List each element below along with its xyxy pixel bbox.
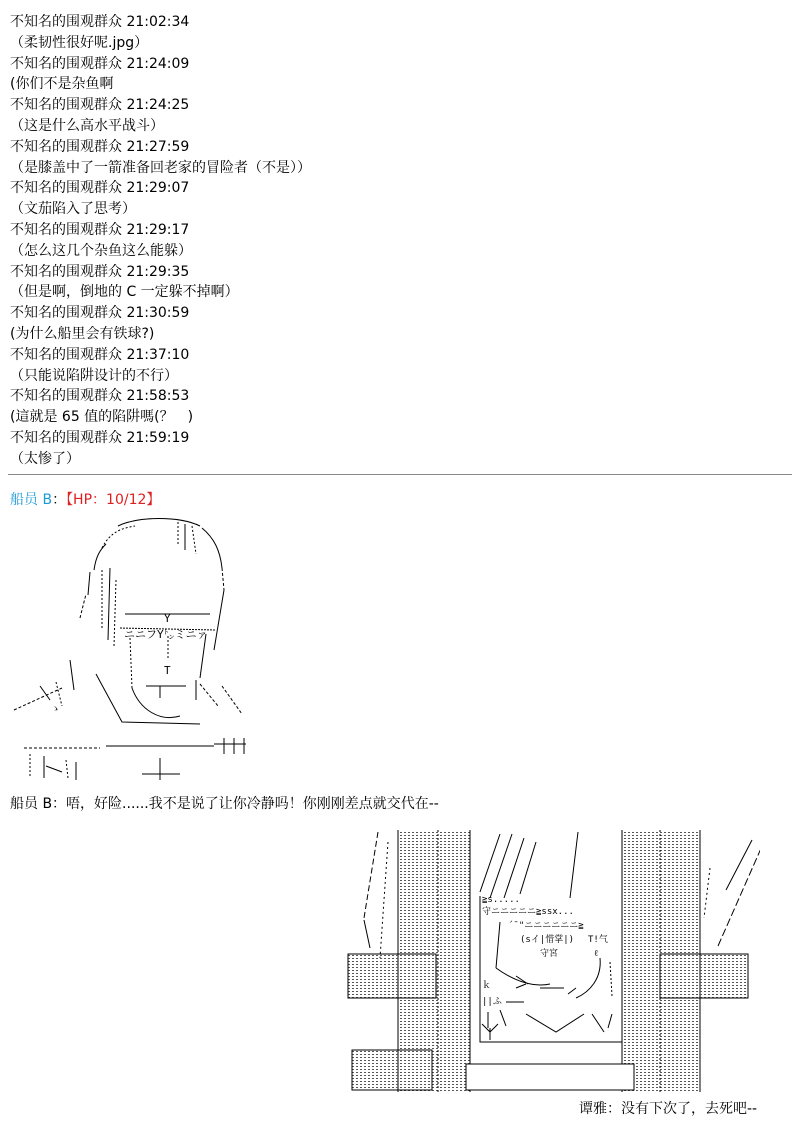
chat-line: 不知名的围观群众 21:24:09 — [10, 55, 190, 72]
dialogue-line: 船员 B：唔，好险......我不是说了让你冷静吗！你刚刚差点就交代在-- — [10, 796, 439, 812]
chat-line: (你们不是杂鱼啊 — [10, 76, 114, 93]
chat-line: 不知名的围观群众 21:29:07 — [10, 180, 190, 197]
chat-log — [10, 12, 770, 470]
art-scene-glyph: ||ふ — [482, 997, 502, 1007]
art-scene-glyph: T!气 — [588, 935, 608, 945]
art-scene-glyph: ℓ — [594, 949, 599, 959]
ascii-art-crew-portrait — [10, 510, 260, 785]
chat-line: 不知名的围观群众 21:29:35 — [10, 263, 190, 280]
art-scene-glyph: ´¯"ニニニニニニ≧ — [508, 921, 584, 931]
caption-line: 谭雅：没有下次了，去死吧-- — [579, 1101, 758, 1117]
crew-status-header — [10, 489, 160, 509]
art-scene-glyph: (sイ|惜掌|) — [520, 935, 575, 945]
crew-colon: ： — [52, 492, 67, 508]
chat-line: （文茄陷入了思考） — [10, 201, 136, 218]
chat-line: （太惨了） — [10, 450, 80, 467]
chat-line: （柔韧性很好呢.jpg） — [10, 34, 149, 51]
section-divider — [8, 474, 792, 475]
art-scene-glyph: ≧s..... — [482, 895, 520, 905]
chat-line: （但是啊，倒地的 C 一定躲不掉啊） — [10, 284, 239, 301]
chat-line: 不知名的围观群众 21:27:59 — [10, 138, 190, 155]
chat-line: 不知名的围观群众 21:30:59 — [10, 305, 190, 322]
chat-line: 不知名的围观群众 21:59:19 — [10, 429, 190, 446]
art-crew-glyph: ニニフY㌧ミニァ — [124, 628, 208, 641]
hp-indicator: 【HP：10/12】 — [66, 492, 161, 508]
chat-line: 不知名的围观群众 21:37:10 — [10, 346, 190, 363]
chat-line: （怎么这几个杂鱼这么能躲） — [10, 242, 192, 259]
crew-name: 船员 B — [10, 492, 53, 508]
art-crew-glyph: Y — [164, 612, 171, 625]
chat-line: (为什么船里会有铁球?) — [10, 325, 155, 342]
chat-line: 不知名的围观群众 21:29:17 — [10, 221, 190, 238]
chat-line: 不知名的围观群众 21:02:34 — [10, 14, 190, 30]
chat-line: 不知名的围观群众 21:58:53 — [10, 388, 190, 405]
chat-line: （是膝盖中了一箭准备回老家的冒险者（不是）） — [10, 159, 311, 176]
chat-line: （只能说陷阱设计的不行） — [10, 367, 178, 384]
art-crew-glyph: ゝ — [50, 702, 61, 715]
art-scene-glyph: 守宮 — [540, 949, 559, 959]
chat-line: (這就是 65 值的陷阱嗎(？ ) — [10, 409, 194, 426]
art-crew-glyph: T — [164, 664, 171, 677]
art-scene-glyph: ｋ — [482, 981, 492, 991]
chat-line: （这是什么高水平战斗） — [10, 117, 164, 134]
chat-line: 不知名的围观群众 21:24:25 — [10, 97, 190, 114]
ascii-art-attack-scene — [340, 828, 760, 1093]
art-scene-glyph: 守ニニニニニ≧ssx... — [482, 907, 574, 917]
